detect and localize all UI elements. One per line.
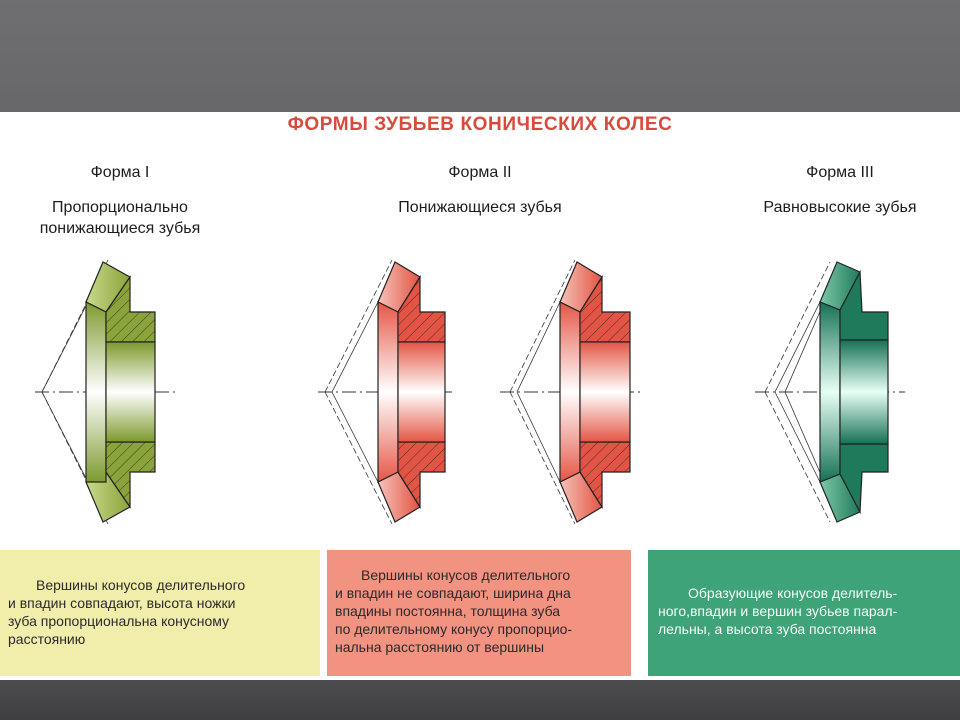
note-2-line-1: Вершины конусов делительного bbox=[361, 567, 571, 583]
note-1-line-1: Вершины конусов делительного bbox=[36, 577, 246, 593]
note-box-form-2 bbox=[327, 550, 631, 676]
note-2-line-5: нальна расстоянию от вершины bbox=[335, 639, 545, 655]
note-1-line-2: и впадин совпадают, высота ножки bbox=[8, 595, 236, 611]
note-2-line-2: и впадин не совпадают, ширина дна bbox=[335, 585, 571, 601]
form-3-label: Форма III bbox=[806, 164, 874, 181]
presentation-bottom-bar bbox=[0, 680, 960, 720]
form-1-label: Форма I bbox=[90, 164, 150, 181]
note-1-line-4: расстоянию bbox=[8, 631, 86, 647]
gear-form-3 bbox=[755, 262, 905, 522]
slide bbox=[0, 112, 960, 680]
note-1-line-3: зуба пропорциональна конусному bbox=[8, 613, 230, 629]
form-2-subtitle: Понижающиеся зубья bbox=[398, 199, 562, 216]
note-3-line-2: ного,впадин и вершин зубьев парал- bbox=[658, 603, 898, 619]
note-2-line-4: по делительному конусу пропорцио- bbox=[335, 621, 573, 637]
note-box-form-3 bbox=[648, 550, 960, 676]
note-box-form-1 bbox=[0, 550, 320, 676]
form-2-label: Форма II bbox=[448, 164, 512, 181]
gear-diagrams bbox=[0, 112, 960, 552]
form-1-subtitle-line-1: Пропорционально bbox=[52, 199, 188, 216]
note-3-line-1: Образующие конусов делитель- bbox=[688, 585, 898, 601]
gear-form-2a bbox=[318, 260, 455, 524]
form-1-subtitle-line-2: понижающиеся зубья bbox=[39, 220, 201, 237]
gear-form-1 bbox=[35, 260, 175, 524]
gear-form-2b bbox=[500, 260, 640, 524]
slide-title: ФОРМЫ ЗУБЬЕВ КОНИЧЕСКИХ КОЛЕС bbox=[287, 114, 673, 135]
form-3-subtitle: Равновысокие зубья bbox=[763, 199, 917, 216]
note-2-line-3: впадины постоянна, толщина зуба bbox=[335, 603, 561, 619]
note-3-line-3: лельны, а высота зуба постоянна bbox=[658, 621, 877, 637]
